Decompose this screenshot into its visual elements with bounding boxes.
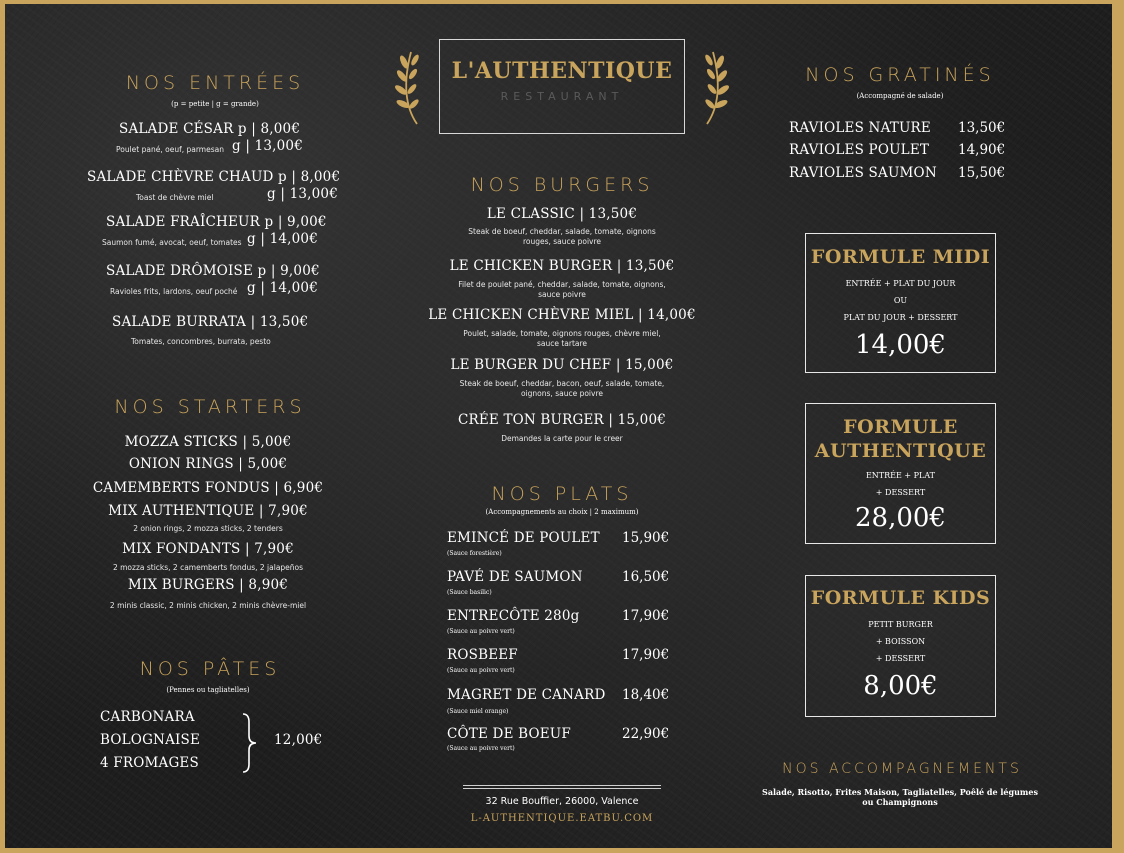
entree-item-desc: Saumon fumé, avocat, oeuf, tomates xyxy=(102,238,242,247)
starter-item-name: MIX FONDANTS | 7,90€ xyxy=(122,541,294,557)
plat-item-sauce: (Sauce forestière) xyxy=(447,550,502,557)
entree-item-name: SALADE CÉSAR p | 8,00€ xyxy=(119,121,301,137)
accompagnements-list: Salade, Risotto, Frites Maison, Tagliatelles, Poêlé de légumes ou Champignons xyxy=(762,787,1038,807)
plat-item-sauce: (Sauce au poivre vert) xyxy=(447,667,515,674)
entrees-note: (p = petite | g = grande) xyxy=(171,100,259,108)
plat-item-price: 17,90€ xyxy=(622,608,670,624)
section-title-gratines: NOS GRATINÉS xyxy=(805,64,995,86)
gratine-item-name: RAVIOLES NATURE xyxy=(789,120,931,136)
plat-item-sauce: (Sauce miel orange) xyxy=(447,708,509,715)
gratine-item-price: 15,50€ xyxy=(958,165,1006,181)
pates-item: CARBONARA xyxy=(100,709,195,725)
entree-item-large: g | 14,00€ xyxy=(247,280,319,296)
formule-midi-card xyxy=(805,233,996,373)
formule-line: ENTRÉE + PLAT xyxy=(865,471,936,480)
logo-name: L'AUTHENTIQUE xyxy=(451,58,673,84)
gratine-item-price: 14,90€ xyxy=(958,142,1006,158)
footer-address: 32 Rue Bouffier, 26000, Valence xyxy=(485,796,639,807)
burger-item-name: LE CLASSIC | 13,50€ xyxy=(486,206,638,222)
plat-item-sauce: (Sauce au poivre vert) xyxy=(447,628,515,635)
entree-item-desc: Tomates, concombres, burrata, pesto xyxy=(131,337,271,346)
section-title-accompagnements: NOS ACCOMPAGNEMENTS xyxy=(782,761,1022,777)
entree-item-name: SALADE BURRATA | 13,50€ xyxy=(112,314,309,330)
formule-price: 8,00€ xyxy=(863,671,938,701)
entree-item-name: SALADE DRÔMOISE p | 9,00€ xyxy=(106,263,320,279)
formule-line: OU xyxy=(893,296,908,305)
burger-item-name: LE CHICKEN CHÈVRE MIEL | 14,00€ xyxy=(428,307,696,323)
section-title-burgers: NOS BURGERS xyxy=(470,174,654,196)
plat-item-sauce: (Sauce au poivre vert) xyxy=(447,745,515,752)
logo-box xyxy=(439,39,685,134)
pates-price: 12,00€ xyxy=(274,732,323,748)
entree-item-name: SALADE FRAÎCHEUR p | 9,00€ xyxy=(106,214,327,230)
plat-item-sauce: (Sauce basilic) xyxy=(447,589,492,596)
plat-item-name: ENTRECÔTE 280g xyxy=(447,608,580,624)
gratine-item-price: 13,50€ xyxy=(958,120,1006,136)
plat-item-name: PAVÉ DE SAUMON xyxy=(447,569,583,585)
formule-price: 28,00€ xyxy=(855,503,946,533)
logo-subtitle: RESTAURANT xyxy=(500,90,624,103)
section-title-plats: NOS PLATS xyxy=(491,483,633,505)
starter-item-desc: 2 onion rings, 2 mozza sticks, 2 tenders xyxy=(133,524,283,533)
plat-item-price: 16,50€ xyxy=(622,569,670,585)
plat-item-price: 17,90€ xyxy=(622,647,670,663)
formule-line: PETIT BURGER xyxy=(868,620,933,629)
plat-item-name: ROSBEEF xyxy=(447,647,518,663)
burger-item-name: LE BURGER DU CHEF | 15,00€ xyxy=(450,357,674,373)
plat-item-name: EMINCÉ DE POULET xyxy=(447,530,600,546)
formule-line: + DESSERT xyxy=(875,654,926,663)
starter-item-desc: 2 minis classic, 2 minis chicken, 2 minis chèvre-miel xyxy=(109,601,307,610)
section-title-entrees: NOS ENTRÉES xyxy=(125,72,305,94)
plat-item-name: MAGRET DE CANARD xyxy=(447,687,606,703)
starter-item-desc: 2 mozza sticks, 2 camemberts fondus, 2 jalapeños xyxy=(112,563,304,572)
pates-item: BOLOGNAISE xyxy=(100,732,201,748)
formule-kids-card xyxy=(805,575,996,717)
formule-price: 14,00€ xyxy=(855,330,946,360)
pates-note: (Pennes ou tagliatelles) xyxy=(166,686,250,694)
section-title-pates: NOS PÂTES xyxy=(139,658,281,680)
formule-line: ENTRÉE + PLAT DU JOUR xyxy=(845,279,956,288)
gratine-item-name: RAVIOLES POULET xyxy=(789,142,930,158)
menu-board xyxy=(5,4,1112,848)
formule-title: FORMULE KIDS xyxy=(810,587,991,609)
entree-item-desc: Poulet pané, oeuf, parmesan xyxy=(116,145,224,154)
burger-item-desc: Poulet, salade, tomate, oignons rouges, chèvre miel, sauce tartare xyxy=(463,329,661,348)
starter-item-name: ONION RINGS | 5,00€ xyxy=(128,456,288,472)
formule-line: PLAT DU JOUR + DESSERT xyxy=(843,313,958,322)
formule-title: FORMULE MIDI xyxy=(810,246,991,268)
burger-item-desc: Demandes la carte pour le creer xyxy=(501,434,623,443)
gratine-item-name: RAVIOLES SAUMON xyxy=(789,165,937,181)
gratines-note: (Accompagné de salade) xyxy=(856,92,944,100)
formule-line: + BOISSON xyxy=(875,637,926,646)
plat-item-name: CÔTE DE BOEUF xyxy=(447,726,571,742)
entree-item-large: g | 13,00€ xyxy=(267,186,339,202)
footer-divider xyxy=(463,785,661,786)
burger-item-name: LE CHICKEN BURGER | 13,50€ xyxy=(449,258,675,274)
curly-brace-icon xyxy=(239,712,259,774)
starter-item-name: MOZZA STICKS | 5,00€ xyxy=(124,434,292,450)
entree-item-desc: Toast de chèvre miel xyxy=(136,193,214,202)
burger-item-desc: Steak de boeuf, cheddar, salade, tomate, oignons rouges, sauce poivre xyxy=(468,227,656,246)
starter-item-name: CAMEMBERTS FONDUS | 6,90€ xyxy=(92,480,324,496)
entree-item-large: g | 14,00€ xyxy=(247,231,319,247)
entree-item-name: SALADE CHÈVRE CHAUD p | 8,00€ xyxy=(87,169,341,185)
laurel-left-icon xyxy=(391,48,427,126)
plat-item-price: 18,40€ xyxy=(622,687,670,703)
entree-item-desc: Ravioles frits, lardons, oeuf poché xyxy=(110,287,238,296)
laurel-right-icon xyxy=(697,48,733,126)
footer-website[interactable]: L-AUTHENTIQUE.EATBU.COM xyxy=(470,813,654,824)
plat-item-price: 15,90€ xyxy=(622,530,670,546)
footer-divider xyxy=(463,788,661,789)
burger-item-name: CRÉE TON BURGER | 15,00€ xyxy=(457,412,667,428)
starter-item-name: MIX BURGERS | 8,90€ xyxy=(127,577,289,593)
starter-item-name: MIX AUTHENTIQUE | 7,90€ xyxy=(108,503,308,519)
burger-item-desc: Filet de poulet pané, cheddar, salade, tomate, oignons, sauce poivre xyxy=(458,280,666,299)
plat-item-price: 22,90€ xyxy=(622,726,670,742)
section-title-starters: NOS STARTERS xyxy=(114,396,306,418)
formule-authentique-card xyxy=(805,403,996,544)
entree-item-large: g | 13,00€ xyxy=(232,138,304,154)
formule-line: + DESSERT xyxy=(875,488,926,497)
formule-title: FORMULE xyxy=(843,416,958,438)
plats-note: (Accompagnements au choix | 2 maximum) xyxy=(485,508,639,516)
formule-title: AUTHENTIQUE xyxy=(814,440,987,462)
pates-item: 4 FROMAGES xyxy=(100,755,199,771)
burger-item-desc: Steak de boeuf, cheddar, bacon, oeuf, salade, tomate, oignons, sauce poivre xyxy=(459,379,665,398)
